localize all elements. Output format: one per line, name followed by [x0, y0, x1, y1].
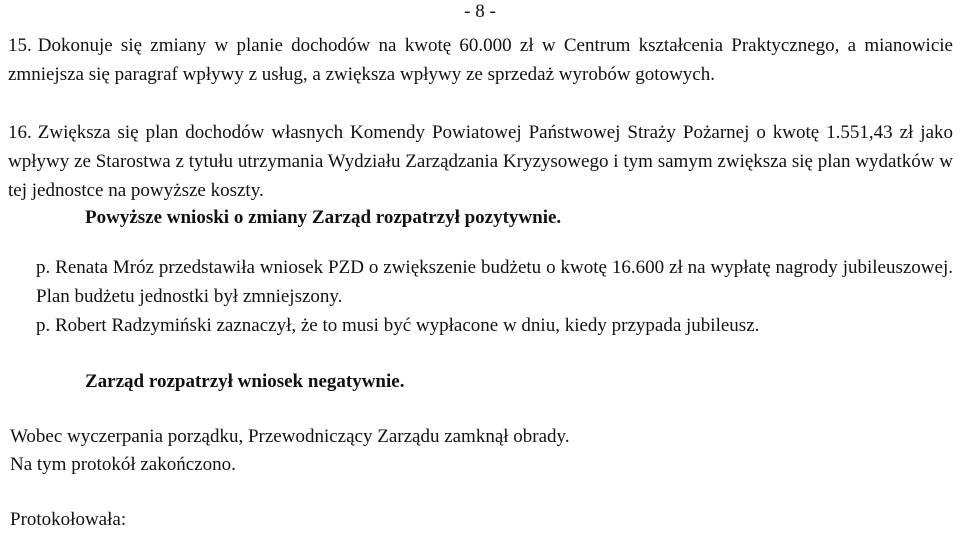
decision-positive: Powyższe wnioski o zmiany Zarząd rozpatrzył pozytywnie. [85, 207, 562, 228]
list-item-16 [8, 118, 953, 205]
list-item-number: 15. [8, 35, 32, 56]
paragraph-mroz: p. Renata Mróz przedstawiła wniosek PZD o zwiększenie budżetu o kwotę 16.600 zł na wypłatę nagrody jubileuszowej. Plan budżetu jednostki był zmniejszony. [36, 257, 953, 307]
decision-negative: Zarząd rozpatrzył wniosek negatywnie. [85, 371, 405, 392]
list-item-text: Zwiększa się plan dochodów własnych Komendy Powiatowej Państwowej Straży Pożarnej o kwotę 1.551,43 zł jako wpływy ze Starostwa z tytułu utrzymania Wydziału Zarządzania Kryzysowego i tym samym zwiększa się plan wydatków w tej jednostce na powyższe koszty. [8, 122, 953, 201]
list-item-number: 16. [8, 122, 32, 143]
list-item-text: Dokonuje się zmiany w planie dochodów na kwotę 60.000 zł w Centrum kształcenia Praktycznego, a mianowicie zmniejsza się paragraf wpływy z usług, a zwiększa wpływy ze sprzedaż wyrobów gotowych. [8, 35, 953, 85]
closing-protocol: Na tym protokół zakończono. [10, 454, 236, 475]
closing-statement: Wobec wyczerpania porządku, Przewodniczący Zarządu zamknął obrady. [10, 426, 570, 447]
paragraph-radzyminski: p. Robert Radzymiński zaznaczył, że to musi być wypłacone w dniu, kiedy przypada jubileusz. [36, 315, 760, 336]
signature-label: Protokołowała: [10, 509, 127, 530]
page-number: - 8 - [464, 1, 496, 22]
list-item-15 [8, 31, 953, 89]
